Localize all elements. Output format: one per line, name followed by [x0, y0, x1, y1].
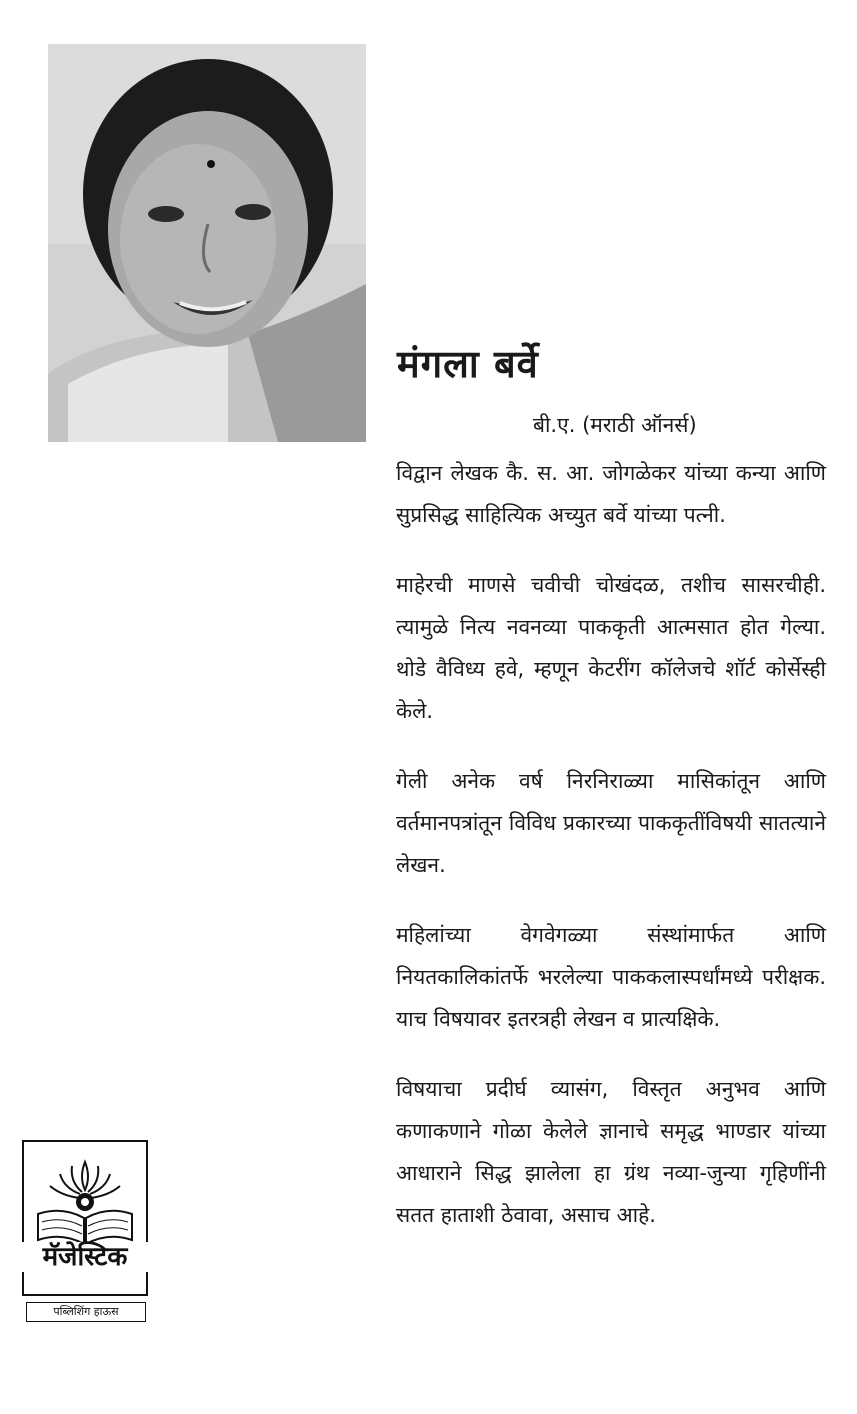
- logo-frame: [22, 1140, 148, 1296]
- publisher-name: मॅजेस्टिक: [22, 1242, 148, 1272]
- bio-paragraph: विद्वान लेखक कै. स. आ. जोगळेकर यांच्या कन्या आणि सुप्रसिद्ध साहित्यिक अच्युत बर्वे यांच्या पत्नी.: [396, 461, 826, 527]
- publisher-logo: [22, 1140, 150, 1330]
- author-degree: बी.ए. (मराठी ऑनर्स): [533, 413, 697, 437]
- author-photo: [48, 44, 366, 442]
- author-bio: [396, 452, 826, 1264]
- bio-paragraph: महिलांच्या वेगवेगळ्या संस्थांमार्फत आणि नियतकालिकांतर्फे भरलेल्या पाककलास्पर्धांमध्ये परीक्षक. याच विषयावर इतरत्रही लेखन व प्रात्यक्षिके.: [396, 923, 826, 1031]
- bio-paragraph: गेली अनेक वर्ष निरनिराळ्या मासिकांतून आणि वर्तमानपत्रांतून विविध प्रकारच्या पाककृतींविषयी सातत्याने लेखन.: [396, 769, 826, 877]
- portrait-image: [48, 44, 366, 442]
- author-name: मंगला बर्वे: [397, 342, 539, 386]
- bio-paragraph: माहेरची माणसे चवीची चोखंदळ, तशीच सासरचीही. त्यामुळे नित्य नवनव्या पाककृती आत्मसात होत गेल्या. थोडे वैविध्य हवे, म्हणून केटरींग कॉलेजचे शॉर्ट कोर्सेस्ही केले.: [396, 573, 826, 723]
- bio-paragraph: विषयाचा प्रदीर्घ व्यासंग, विस्तृत अनुभव आणि कणाकणाने गोळा केलेले ज्ञानाचे समृद्ध भाण्डार यांच्या आधाराने सिद्ध झालेला हा ग्रंथ नव्या-जुन्या गृहिणींनी सतत हाताशी ठेवावा, असाच आहे.: [396, 1077, 826, 1227]
- publisher-subtitle: पब्लिशिंग हाऊस: [26, 1302, 146, 1322]
